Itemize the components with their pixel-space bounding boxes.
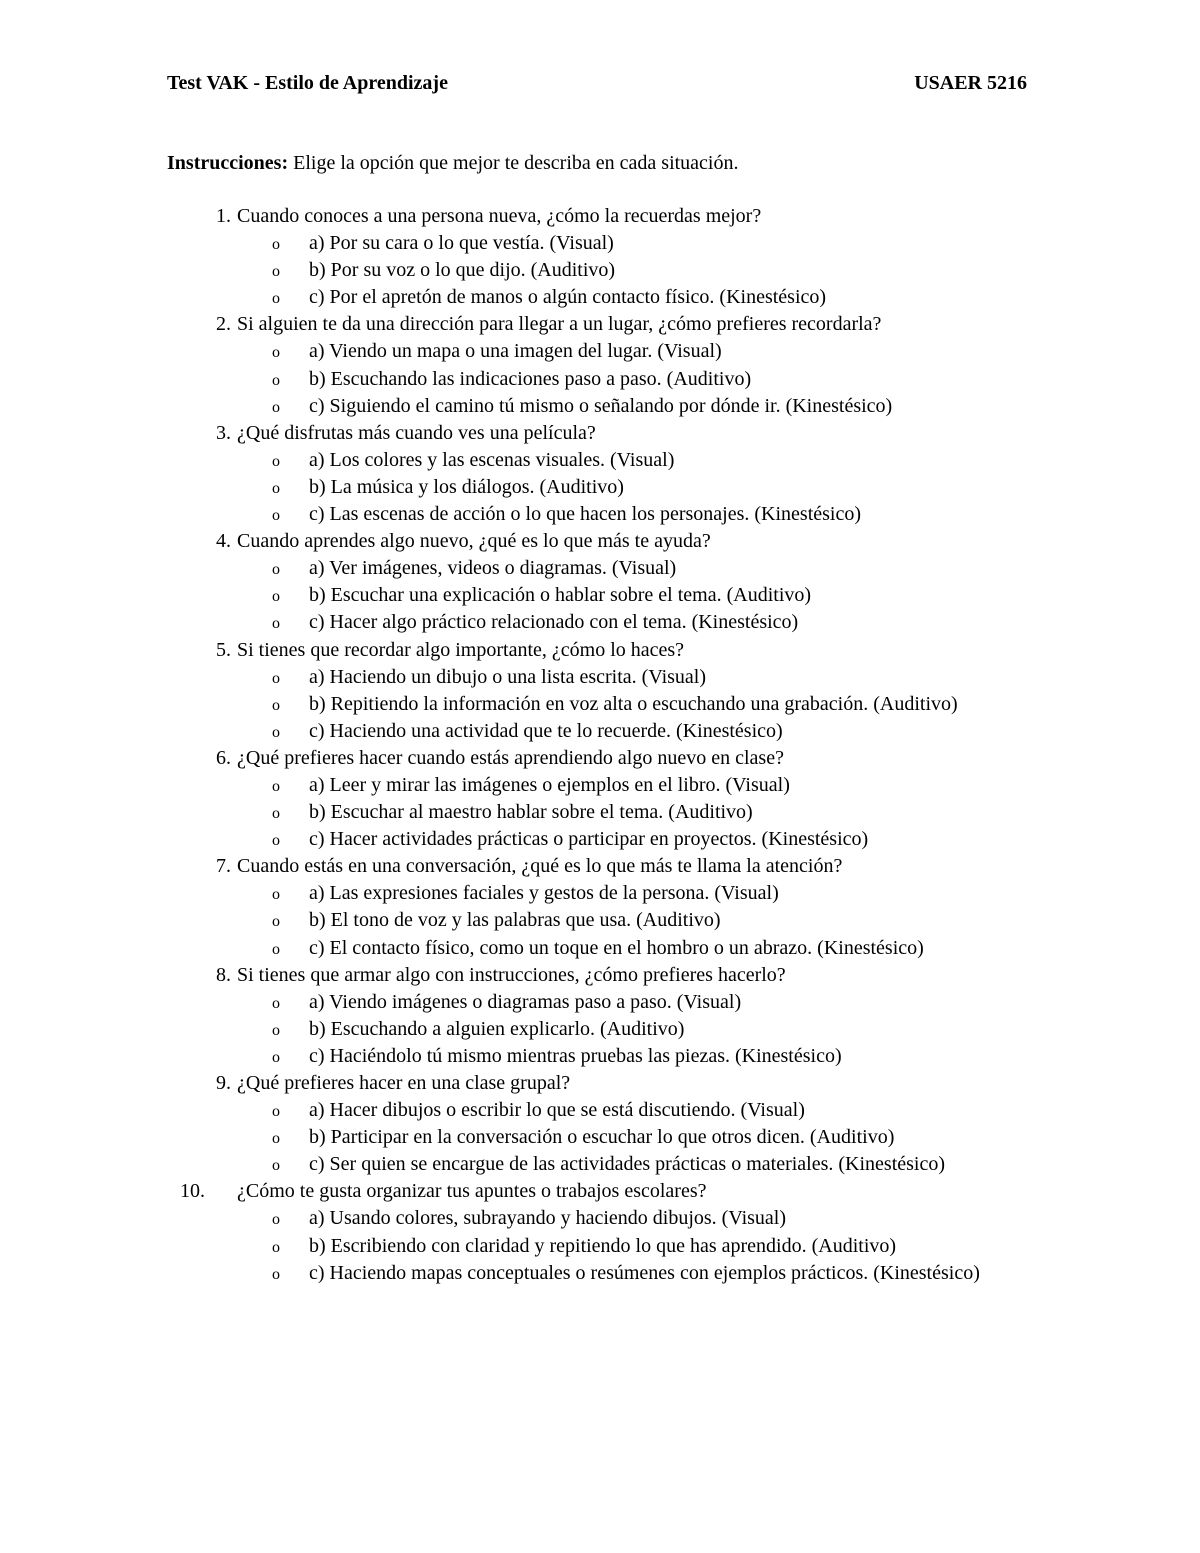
bullet-icon: o bbox=[272, 723, 280, 741]
bullet-icon: o bbox=[272, 479, 280, 497]
option-text: b) Por su voz o lo que dijo. (Auditivo) bbox=[309, 259, 616, 282]
bullet-icon: o bbox=[272, 452, 280, 470]
option-text: c) Haciendo una actividad que te lo recuerde. (Kinestésico) bbox=[309, 719, 783, 742]
instructions-label: Instrucciones: bbox=[167, 152, 289, 174]
option-text: a) Los colores y las escenas visuales. (Visual) bbox=[309, 448, 675, 471]
answer-option bbox=[0, 989, 1200, 1016]
option-text: b) Escuchando a alguien explicarlo. (Auditivo) bbox=[309, 1017, 685, 1040]
answer-option bbox=[0, 772, 1200, 799]
question-list bbox=[0, 203, 1200, 1287]
question-number: 8. bbox=[216, 963, 231, 986]
answer-option bbox=[0, 880, 1200, 907]
bullet-icon: o bbox=[272, 507, 280, 525]
option-text: b) Participar en la conversación o escuchar lo que otros dicen. (Auditivo) bbox=[309, 1126, 895, 1149]
option-text: c) Por el apretón de manos o algún contacto físico. (Kinestésico) bbox=[309, 286, 827, 309]
question-number: 5. bbox=[216, 638, 231, 661]
option-text: a) Viendo imágenes o diagramas paso a paso. (Visual) bbox=[309, 990, 742, 1013]
bullet-icon: o bbox=[272, 1157, 280, 1175]
question-text: Si tienes que recordar algo importante, ¿cómo lo haces? bbox=[237, 638, 685, 661]
option-text: b) Escuchar una explicación o hablar sobre el tema. (Auditivo) bbox=[309, 584, 812, 607]
answer-option bbox=[0, 393, 1200, 420]
question-2 bbox=[0, 311, 1200, 338]
question-number: 7. bbox=[216, 855, 231, 878]
question-text: Cuando conoces a una persona nueva, ¿cómo la recuerdas mejor? bbox=[237, 205, 762, 227]
answer-option bbox=[0, 609, 1200, 636]
answer-option bbox=[0, 1233, 1200, 1260]
option-text: a) Hacer dibujos o escribir lo que se está discutiendo. (Visual) bbox=[309, 1099, 805, 1122]
bullet-icon: o bbox=[272, 1130, 280, 1148]
answer-option bbox=[0, 366, 1200, 393]
option-text: c) Haciéndolo tú mismo mientras pruebas las piezas. (Kinestésico) bbox=[309, 1044, 842, 1067]
option-text: c) Hacer actividades prácticas o participar en proyectos. (Kinestésico) bbox=[309, 828, 869, 851]
question-text: Si alguien te da una dirección para llegar a un lugar, ¿cómo prefieres recordarla? bbox=[237, 313, 882, 336]
bullet-icon: o bbox=[272, 588, 280, 606]
bullet-icon: o bbox=[272, 1265, 280, 1283]
bullet-icon: o bbox=[272, 398, 280, 416]
answer-option bbox=[0, 1205, 1200, 1232]
document-title: Test VAK - Estilo de Aprendizaje bbox=[167, 72, 448, 94]
option-text: a) Viendo un mapa o una imagen del lugar. (Visual) bbox=[309, 340, 722, 363]
question-text: Cuando aprendes algo nuevo, ¿qué es lo que más te ayuda? bbox=[237, 530, 711, 553]
answer-option bbox=[0, 338, 1200, 365]
option-text: c) El contacto físico, como un toque en el hombro o un abrazo. (Kinestésico) bbox=[309, 936, 924, 959]
instructions bbox=[167, 152, 739, 175]
option-text: c) Hacer algo práctico relacionado con el tema. (Kinestésico) bbox=[309, 611, 799, 634]
question-text: ¿Cómo te gusta organizar tus apuntes o trabajos escolares? bbox=[237, 1180, 707, 1203]
bullet-icon: o bbox=[272, 886, 280, 904]
question-10 bbox=[0, 1178, 1200, 1205]
bullet-icon: o bbox=[272, 940, 280, 958]
answer-option bbox=[0, 501, 1200, 528]
bullet-icon: o bbox=[272, 263, 280, 281]
option-text: b) Escuchar al maestro hablar sobre el tema. (Auditivo) bbox=[309, 801, 753, 824]
question-3 bbox=[0, 420, 1200, 447]
answer-option bbox=[0, 935, 1200, 962]
answer-option bbox=[0, 257, 1200, 284]
answer-option bbox=[0, 799, 1200, 826]
answer-option bbox=[0, 1124, 1200, 1151]
option-text: b) Repitiendo la información en voz alta o escuchando una grabación. (Auditivo) bbox=[309, 692, 958, 715]
question-1 bbox=[0, 203, 1200, 230]
option-text: a) Usando colores, subrayando y haciendo dibujos. (Visual) bbox=[309, 1207, 787, 1230]
answer-option bbox=[0, 826, 1200, 853]
bullet-icon: o bbox=[272, 344, 280, 362]
answer-option bbox=[0, 664, 1200, 691]
answer-option bbox=[0, 718, 1200, 745]
question-number: 10. bbox=[180, 1180, 205, 1203]
question-5 bbox=[0, 637, 1200, 664]
option-text: a) Haciendo un dibujo o una lista escrita. (Visual) bbox=[309, 665, 707, 688]
question-number: 1. bbox=[216, 205, 231, 227]
question-7 bbox=[0, 853, 1200, 880]
question-number: 6. bbox=[216, 746, 231, 769]
bullet-icon: o bbox=[272, 669, 280, 687]
question-text: ¿Qué disfrutas más cuando ves una película? bbox=[237, 421, 596, 444]
option-text: a) Leer y mirar las imágenes o ejemplos en el libro. (Visual) bbox=[309, 773, 790, 796]
bullet-icon: o bbox=[272, 1211, 280, 1229]
option-text: c) Las escenas de acción o lo que hacen los personajes. (Kinestésico) bbox=[309, 503, 862, 526]
answer-option bbox=[0, 1097, 1200, 1124]
question-number: 4. bbox=[216, 530, 231, 553]
school-code: USAER 5216 bbox=[914, 72, 1027, 94]
bullet-icon: o bbox=[272, 561, 280, 579]
option-text: c) Ser quien se encargue de las actividades prácticas o materiales. (Kinestésico) bbox=[309, 1153, 946, 1176]
bullet-icon: o bbox=[272, 832, 280, 850]
answer-option bbox=[0, 474, 1200, 501]
answer-option bbox=[0, 582, 1200, 609]
answer-option bbox=[0, 447, 1200, 474]
answer-option bbox=[0, 1151, 989, 1178]
bullet-icon: o bbox=[272, 615, 280, 633]
bullet-icon: o bbox=[272, 236, 280, 254]
answer-option bbox=[0, 555, 1200, 582]
option-text: b) El tono de voz y las palabras que usa. (Auditivo) bbox=[309, 909, 721, 932]
option-text: c) Siguiendo el camino tú mismo o señalando por dónde ir. (Kinestésico) bbox=[309, 394, 893, 417]
answer-option bbox=[0, 1260, 989, 1287]
answer-option bbox=[0, 230, 1200, 257]
answer-option bbox=[0, 1043, 1200, 1070]
option-text: a) Por su cara o lo que vestía. (Visual) bbox=[309, 232, 614, 255]
bullet-icon: o bbox=[272, 805, 280, 823]
instructions-text: Elige la opción que mejor te describa en cada situación. bbox=[293, 152, 739, 174]
bullet-icon: o bbox=[272, 1021, 280, 1039]
option-text: a) Ver imágenes, videos o diagramas. (Visual) bbox=[309, 557, 677, 580]
question-number: 2. bbox=[216, 313, 231, 336]
bullet-icon: o bbox=[272, 1238, 280, 1256]
bullet-icon: o bbox=[272, 1103, 280, 1121]
question-6 bbox=[0, 745, 1200, 772]
bullet-icon: o bbox=[272, 290, 280, 308]
option-text: a) Las expresiones faciales y gestos de la persona. (Visual) bbox=[309, 882, 779, 905]
option-text: b) La música y los diálogos. (Auditivo) bbox=[309, 475, 624, 498]
answer-option bbox=[0, 1016, 1200, 1043]
option-text: b) Escuchando las indicaciones paso a paso. (Auditivo) bbox=[309, 367, 752, 390]
question-number: 9. bbox=[216, 1072, 231, 1094]
question-number: 3. bbox=[216, 421, 231, 444]
question-text: ¿Qué prefieres hacer en una clase grupal? bbox=[237, 1072, 571, 1094]
bullet-icon: o bbox=[272, 994, 280, 1012]
bullet-icon: o bbox=[272, 696, 280, 714]
question-text: ¿Qué prefieres hacer cuando estás aprendiendo algo nuevo en clase? bbox=[237, 746, 784, 769]
answer-option bbox=[0, 691, 989, 718]
option-text: c) Haciendo mapas conceptuales o resúmenes con ejemplos prácticos. (Kinestésico) bbox=[309, 1261, 980, 1284]
bullet-icon: o bbox=[272, 913, 280, 931]
option-text: b) Escribiendo con claridad y repitiendo lo que has aprendido. (Auditivo) bbox=[309, 1234, 897, 1257]
bullet-icon: o bbox=[272, 371, 280, 389]
answer-option bbox=[0, 284, 1200, 311]
bullet-icon: o bbox=[272, 777, 280, 795]
question-4 bbox=[0, 528, 1200, 555]
bullet-icon: o bbox=[272, 1048, 280, 1066]
page-header bbox=[167, 72, 1027, 95]
answer-option bbox=[0, 907, 1200, 934]
question-text: Cuando estás en una conversación, ¿qué es lo que más te llama la atención? bbox=[237, 855, 843, 878]
question-text: Si tienes que armar algo con instrucciones, ¿cómo prefieres hacerlo? bbox=[237, 963, 786, 986]
question-9 bbox=[0, 1070, 1200, 1097]
question-8 bbox=[0, 962, 1200, 989]
